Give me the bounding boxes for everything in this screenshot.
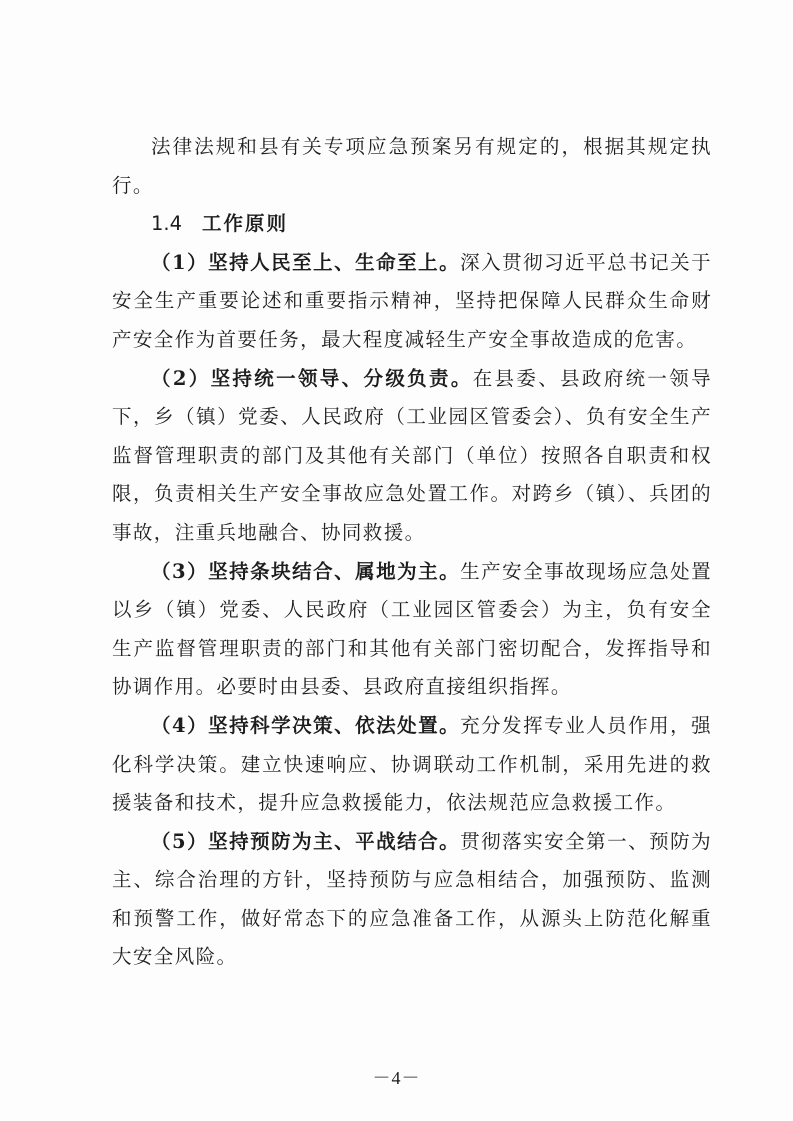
principle-lead: （4）坚持科学决策、依法处置。 <box>151 713 461 737</box>
principle-text: 贯彻落实安全第一、预防为主、综合治理的方针，坚持预防与应急相结合，加强预防、监测和预警工作，做好常态下的应急准备工作，从源头上防范化解重大安全风险。 <box>112 829 712 969</box>
principle-lead: （2）坚持统一领导、分级负责。 <box>151 366 473 390</box>
section-heading <box>112 205 712 244</box>
principle-text: 深入贯彻习近平总书记关于安全生产重要论述和重要指示精神，坚持把保障人民群众生命财产安全作为首要任务，最大程度减轻生产安全事故造成的危害。 <box>112 250 712 351</box>
principle-3 <box>112 553 712 707</box>
section-number: 1.4 <box>151 212 183 236</box>
principle-1 <box>112 244 712 360</box>
principle-lead: （5）坚持预防为主、平战结合。 <box>151 829 461 853</box>
principle-text: 生产安全事故现场应急处置以乡（镇）党委、人民政府（工业园区管委会）为主，负有安全生产监督管理职责的部门和其他有关部门密切配合，发挥指导和协调作用。必要时由县委、县政府直接组织指挥。 <box>112 559 712 699</box>
principle-5 <box>112 823 712 977</box>
document-body <box>112 128 712 977</box>
principle-lead: （3）坚持条块结合、属地为主。 <box>151 559 461 583</box>
section-title: 工作原则 <box>202 212 289 236</box>
principle-4 <box>112 707 712 823</box>
principle-text: 在县委、县政府统一领导下，乡（镇）党委、人民政府（工业园区管委会）、负有安全生产监督管理职责的部门及其他有关部门（单位）按照各自职责和权限，负责相关生产安全事故应急处置工作。对跨乡（镇）、兵团的事故，注重兵地融合、协同救援。 <box>112 366 712 544</box>
principle-text: 充分发挥专业人员作用，强化科学决策。建立快速响应、协调联动工作机制，采用先进的救援装备和技术，提升应急救援能力，依法规范应急救援工作。 <box>112 713 712 815</box>
paragraph-legal-basis: 法律法规和县有关专项应急预案另有规定的，根据其规定执行。 <box>112 135 712 197</box>
principle-lead: （1）坚持人民至上、生命至上。 <box>151 250 461 274</box>
page-number: －4－ <box>372 1068 421 1088</box>
principle-2 <box>112 360 712 553</box>
